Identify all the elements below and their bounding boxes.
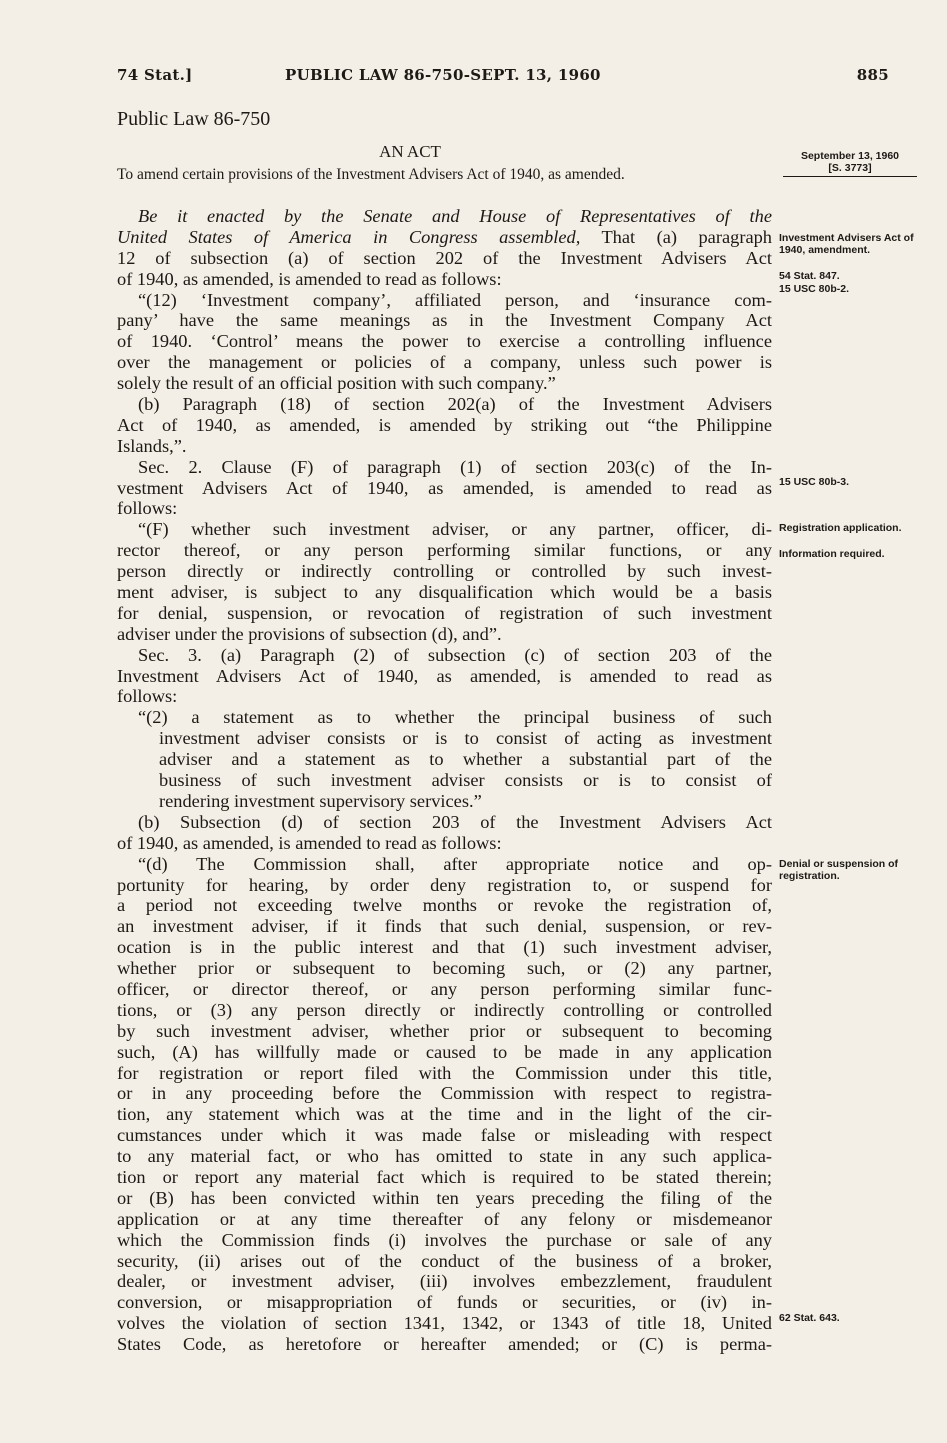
body-line: ment adviser, is subject to any disqualification which would be a basis: [117, 582, 772, 603]
body-line: Sec. 2. Clause (F) of paragraph (1) of section 203(c) of the In-: [138, 456, 772, 477]
enacting-italic-2: United States of America in Congress assembled,: [117, 226, 581, 247]
senate-bill-number: [S. 3773]: [828, 162, 872, 174]
date-underline: [783, 176, 917, 177]
body-line: a period not exceeding twelve months or revoke the registration of,: [117, 895, 772, 916]
body-line: volves the violation of section 1341, 1342, or 1343 of title 18, United: [117, 1313, 772, 1334]
body-line: person directly or indirectly controlling or controlled by such invest-: [117, 561, 772, 582]
margin-note-amendment: Investment Advisers Act of 1940, amendment.: [779, 232, 914, 256]
body-line: an investment adviser, if it finds that such denial, suspension, or rev-: [117, 916, 772, 937]
body-line: adviser and a statement as to whether a substantial part of the: [159, 749, 772, 770]
body-line: “(12) ‘Investment company’, affiliated person, and ‘insurance com-: [138, 289, 772, 310]
body-line: cumstances under which it was made false or misleading with respect: [117, 1125, 772, 1146]
body-line: “(2) a statement as to whether the principal business of such: [138, 707, 772, 728]
margin-note-usc: 15 USC 80b-2.: [779, 283, 850, 295]
body-line: solely the result of an official position with such company.”: [117, 373, 556, 394]
body-line: to any material fact, or who has omitted to state in any such applica-: [117, 1146, 772, 1167]
body-line: over the management or policies of a company, unless such power is: [117, 352, 772, 373]
margin-note-usc: 15 USC 80b-3.: [779, 476, 850, 488]
body-line: ocation is in the public interest and that (1) such investment adviser,: [117, 937, 772, 958]
body-line: “(F) whether such investment adviser, or any partner, officer, di-: [138, 519, 772, 540]
body-line: of 1940, as amended, is amended to read as follows:: [117, 268, 502, 289]
body-line: Sec. 3. (a) Paragraph (2) of subsection (c) of section 203 of the: [138, 644, 772, 665]
body-line: pany’ have the same meanings as in the Investment Company Act: [117, 310, 772, 331]
body-line: for registration or report filed with the Commission under this title,: [117, 1062, 772, 1083]
enactment-date-note: [780, 150, 920, 177]
body-line: which the Commission finds (i) involves the purchase or sale of any: [117, 1229, 772, 1250]
body-line: for denial, suspension, or revocation of registration of such investment: [117, 602, 772, 623]
body-line: dealer, or investment adviser, (iii) involves embezzlement, fraudulent: [117, 1271, 772, 1292]
enacting-line-2: [117, 227, 772, 248]
body-line: follows:: [117, 686, 178, 707]
body-line: tion, any statement which was at the time and in the light of the cir-: [117, 1104, 772, 1125]
body-line: Islands,”.: [117, 435, 187, 456]
body-line: by such investment adviser, whether prior or subsequent to becoming: [117, 1020, 772, 1041]
margin-note-registration: Registration application.: [779, 522, 902, 534]
enacting-italic-1: Be it enacted by the Senate and House of Representatives of the: [138, 206, 772, 226]
body-line: States Code, as heretofore or hereafter amended; or (C) is perma-: [117, 1334, 772, 1355]
body-line: Act of 1940, as amended, is amended by striking out “the Philippine: [117, 414, 772, 435]
body-line: vestment Advisers Act of 1940, as amended, is amended to read as: [117, 477, 772, 498]
enacting-line-1: [117, 206, 772, 227]
act-purpose: To amend certain provisions of the Investment Advisers Act of 1940, as amended.: [117, 166, 625, 183]
margin-note-denial: Denial or suspension of registration.: [779, 858, 899, 882]
body-line: whether prior or subsequent to becoming such, or (2) any partner,: [117, 958, 772, 979]
body-line: or in any proceeding before the Commission with respect to registra-: [117, 1083, 772, 1104]
body-line: officer, or director thereof, or any person performing similar func-: [117, 978, 772, 999]
body-line: 12 of subsection (a) of section 202 of the Investment Advisers Act: [117, 247, 772, 268]
body-line: adviser under the provisions of subsection (d), and”.: [117, 623, 502, 644]
body-line: of 1940, as amended, is amended to read as follows:: [117, 832, 502, 853]
page-number: 885: [856, 66, 889, 84]
act-heading: AN ACT: [379, 142, 441, 161]
law-title: Public Law 86-750: [117, 108, 271, 130]
body-line: portunity for hearing, by order deny registration to, or suspend for: [117, 874, 772, 895]
body-line: follows:: [117, 498, 178, 519]
body-line: conversion, or misappropriation of funds or securities, or (iv) in-: [117, 1292, 772, 1313]
body-line: tions, or (3) any person directly or indirectly controlling or controlled: [117, 999, 772, 1020]
body-line: business of such investment adviser consists or is to consist of: [159, 770, 772, 791]
body-line: application or at any time thereafter of any felony or misdemeanor: [117, 1208, 772, 1229]
body-line: (b) Subsection (d) of section 203 of the Investment Advisers Act: [138, 811, 772, 832]
running-head-volume: 74 Stat.]: [117, 66, 193, 84]
body-line: “(d) The Commission shall, after appropriate notice and op-: [138, 853, 772, 874]
body-line: of 1940. ‘Control’ means the power to exercise a controlling influence: [117, 331, 772, 352]
margin-note-stat: 54 Stat. 847.: [779, 270, 840, 282]
body-line: such, (A) has willfully made or caused to be made in any application: [117, 1041, 772, 1062]
act-body: [117, 206, 772, 1355]
body-line: rector thereof, or any person performing similar functions, or any: [117, 540, 772, 561]
body-line: tion or report any material fact which is required to be stated therein;: [117, 1166, 772, 1187]
margin-note-information: Information required.: [779, 548, 885, 560]
body-line: Investment Advisers Act of 1940, as amended, is amended to read as: [117, 665, 772, 686]
body-line: or (B) has been convicted within ten years preceding the filing of the: [117, 1187, 772, 1208]
enacting-tail: That (a) paragraph: [601, 226, 772, 247]
body-line: security, (ii) arises out of the conduct of the business of a broker,: [117, 1250, 772, 1271]
running-head-title: PUBLIC LAW 86-750-SEPT. 13, 1960: [285, 66, 601, 84]
body-line: investment adviser consists or is to consist of acting as investment: [159, 728, 772, 749]
body-line: rendering investment supervisory services.”: [159, 790, 482, 811]
enactment-date: September 13, 1960: [800, 150, 900, 162]
margin-note-stat: 62 Stat. 643.: [779, 1312, 840, 1324]
body-line: (b) Paragraph (18) of section 202(a) of the Investment Advisers: [138, 394, 772, 415]
